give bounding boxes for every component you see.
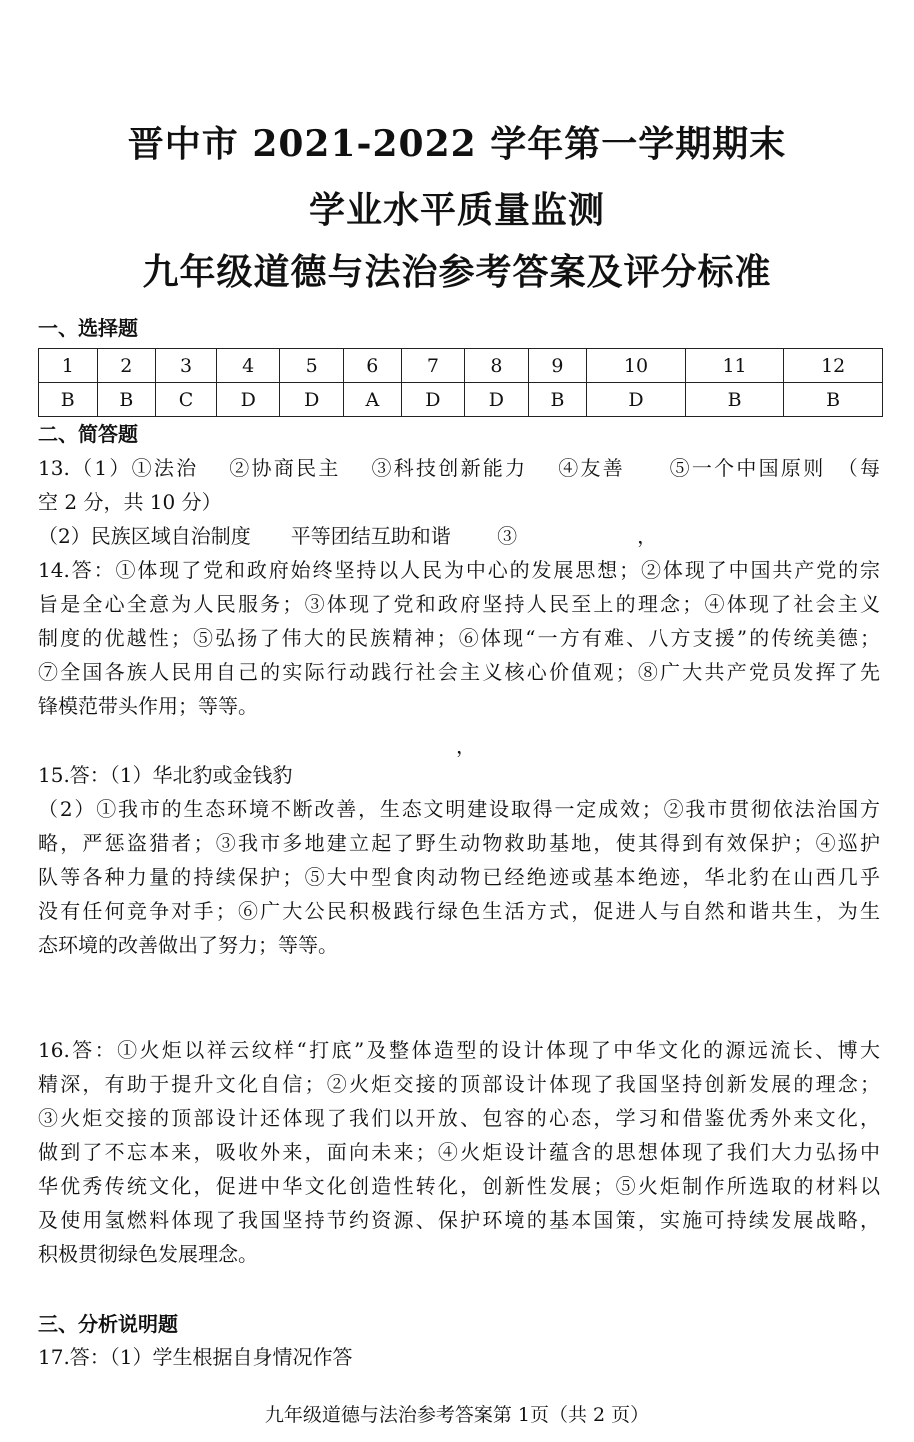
q14-line: 14.答：①体现了党和政府始终坚持以人民为中心的发展思想；②体现了中国共产党的宗 [38, 558, 880, 582]
section-analysis-heading: 三、分析说明题 [38, 1312, 178, 1336]
question-number-cell: 9 [528, 349, 587, 383]
answer-cell: B [685, 383, 784, 417]
q16-line: 做到了不忘本来，吸收外来，面向未来；④火炬设计蕴含的思想体现了我们大力弘扬中 [38, 1140, 880, 1164]
question-number-cell: 1 [39, 349, 98, 383]
q13-line: 13.（1）①法治 ②协商民主 ③科技创新能力 ④友善 ⑤一个中国原则 （每 [38, 456, 880, 480]
q15-line: 15.答：（1）华北豹或金钱豹 [38, 763, 293, 787]
question-number-cell: 12 [784, 349, 883, 383]
answer-row [39, 383, 883, 417]
q15-line: 没有任何竞争对手；⑥广大公民积极践行绿色生活方式，促进人与自然和谐共生，为生 [38, 899, 880, 923]
q15-line: （2）①我市的生态环境不断改善，生态文明建设取得一定成效；②我市贯彻依法治国方 [38, 797, 880, 821]
q16-line: 积极贯彻绿色发展理念。 [38, 1242, 258, 1266]
answer-cell: B [528, 383, 587, 417]
answer-cell: D [280, 383, 344, 417]
question-number-cell: 4 [216, 349, 280, 383]
answer-table [38, 348, 883, 417]
q17-line: 17.答：（1）学生根据自身情况作答 [38, 1345, 353, 1369]
q16-line: 及使用氢燃料体现了我国坚持节约资源、保护环境的基本国策，实施可持续发展战略， [38, 1208, 880, 1232]
q15-line: 态环境的改善做出了努力；等等。 [38, 933, 338, 957]
question-number-cell: 8 [465, 349, 529, 383]
question-number-cell: 10 [587, 349, 686, 383]
page-footer: 九年级道德与法治参考答案第 1页（共 2 页） [264, 1404, 650, 1426]
answer-cell: C [156, 383, 217, 417]
q15-line: 队等各种力量的持续保护；⑤大中型食肉动物已经绝迹或基本绝迹，华北豹在山西几乎 [38, 865, 880, 889]
answer-cell: B [39, 383, 98, 417]
question-number-cell: 3 [156, 349, 217, 383]
q16-line: 华优秀传统文化，促进中华文化创造性转化，创新性发展；⑤火炬制作所选取的材料以 [38, 1174, 880, 1198]
answer-cell: B [97, 383, 156, 417]
q14-line: 旨是全心全意为人民服务；③体现了党和政府坚持人民至上的理念；④体现了社会主义 [38, 592, 880, 616]
title-line-3: 九年级道德与法治参考答案及评分标准 [142, 251, 772, 293]
q13-part2: （2）民族区域自治制度 平等团结互助和谐 ③ ， [38, 524, 658, 548]
question-number-cell: 6 [343, 349, 401, 383]
answer-cell: D [401, 383, 465, 417]
title-line-1: 晋中市 2021-2022 学年第一学期期末 [127, 123, 787, 165]
question-number-cell: 7 [401, 349, 465, 383]
q16-line: 精深，有助于提升文化自信；②火炬交接的顶部设计体现了我国坚持创新发展的理念； [38, 1072, 880, 1096]
q16-line: ③火炬交接的顶部设计还体现了我们以开放、包容的心态，学习和借鉴优秀外来文化， [38, 1106, 880, 1130]
question-number-cell: 11 [685, 349, 784, 383]
stray-comma: ， [456, 734, 476, 758]
q16-line: 16.答：①火炬以祥云纹样“打底”及整体造型的设计体现了中华文化的源远流长、博大 [38, 1038, 880, 1062]
section-choice-heading: 一、选择题 [38, 316, 138, 340]
q14-line: 制度的优越性；⑤弘扬了伟大的民族精神；⑥体现“一方有难、八方支援”的传统美德； [38, 626, 880, 650]
q13-line: 空 2 分，共 10 分） [38, 490, 222, 514]
answer-cell: D [587, 383, 686, 417]
question-number-cell: 5 [280, 349, 344, 383]
q15-line: 略，严惩盗猎者；③我市多地建立起了野生动物救助基地，使其得到有效保护；④巡护 [38, 831, 880, 855]
q14-line: ⑦全国各族人民用自己的实际行动践行社会主义核心价值观；⑧广大共产党员发挥了先 [38, 660, 880, 684]
answer-cell: A [343, 383, 401, 417]
q14-line: 锋模范带头作用；等等。 [38, 694, 258, 718]
question-number-cell: 2 [97, 349, 156, 383]
question-number-row [39, 349, 883, 383]
answer-cell: D [216, 383, 280, 417]
answer-cell: D [465, 383, 529, 417]
answer-cell: B [784, 383, 883, 417]
section-short-answer-heading: 二、简答题 [38, 422, 138, 446]
title-line-2: 学业水平质量监测 [308, 189, 605, 231]
